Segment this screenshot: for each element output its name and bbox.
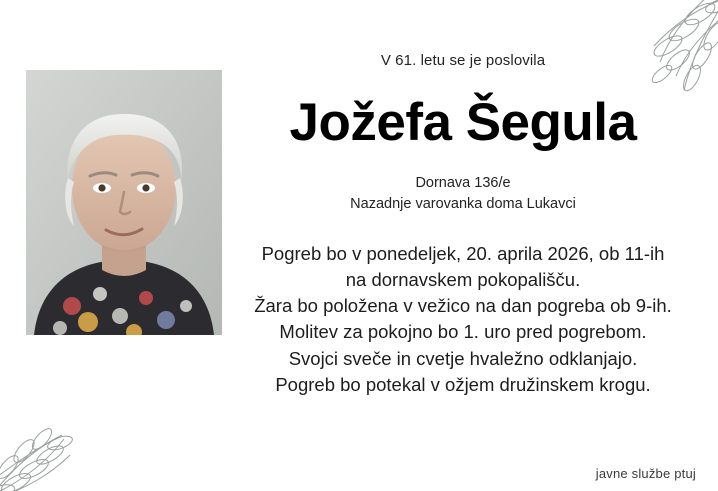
publisher-footer: javne službe ptuj: [595, 466, 696, 481]
funeral-line: na dornavskem pokopališču.: [345, 268, 581, 290]
funeral-line: Svojci sveče in cvetje hvaležno odklanjajo.: [288, 347, 638, 369]
funeral-line: Pogreb bo potekal v ožjem družinskem krogu.: [275, 374, 651, 395]
notice-text: [232, 52, 694, 398]
funeral-line: Žara bo položena v vežico na dan pogreba ob 9-ih.: [254, 295, 672, 317]
funeral-details: [232, 241, 694, 399]
address-line-2: Nazadnje varovanka doma Lukavci: [350, 195, 576, 212]
funeral-line: Pogreb bo v ponedeljek, 20. aprila 2026, ob 11-ih: [261, 242, 665, 264]
address-line-1: Dornava 136/e: [415, 174, 511, 191]
deceased-name: Jožefa Šegula: [289, 93, 637, 152]
pre-line: V 61. letu se je poslovila: [380, 52, 546, 69]
portrait-photo: [26, 70, 222, 335]
leaf-branch-icon: [0, 379, 140, 491]
funeral-line: Molitev za pokojno bo 1. uro pred pogrebom.: [279, 321, 647, 343]
